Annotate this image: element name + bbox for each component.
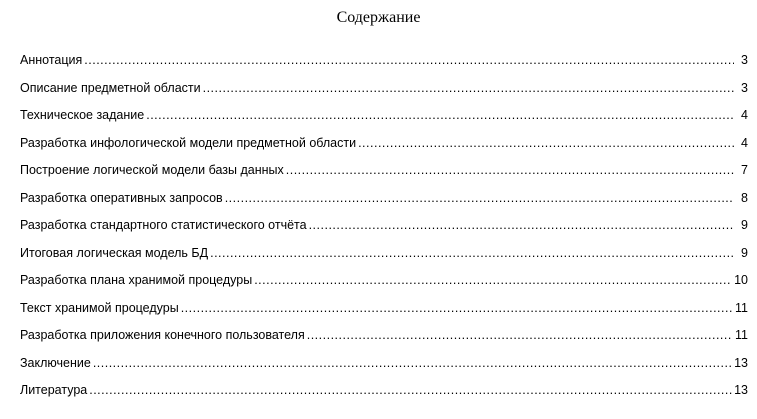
toc-entry-page: 7 (741, 163, 748, 177)
toc-leader-dots (181, 298, 733, 318)
toc-entry-page: 11 (735, 328, 748, 342)
toc-entry-label: Разработка инфологической модели предметной области (20, 135, 357, 150)
toc-leader-dots (93, 353, 732, 373)
toc-entry-label: Разработка стандартного статистического отчёта (20, 218, 307, 232)
toc-entry[interactable] (20, 160, 748, 188)
toc-entry-label: Текст хранимой процедуры (20, 300, 179, 315)
toc-leader-dots (84, 50, 734, 70)
toc-entry-label: Разработка плана хранимой процедуры (20, 273, 253, 287)
toc-entry-label: Заключение (20, 355, 91, 370)
toc-entry-label: Описание предметной области (20, 80, 201, 95)
toc-entry[interactable] (20, 325, 748, 353)
page-title: Содержание (336, 9, 421, 26)
toc-entry[interactable] (20, 215, 748, 243)
toc-entry-page: 13 (734, 383, 748, 397)
toc-entry-page: 4 (741, 135, 748, 150)
toc-entry-label: Аннотация (20, 53, 83, 67)
toc-entry[interactable] (20, 133, 748, 161)
toc-entry-page: 9 (741, 218, 748, 232)
toc-leader-dots (254, 270, 732, 290)
toc-entry[interactable] (20, 298, 748, 326)
toc-leader-dots (307, 325, 733, 345)
toc-entry[interactable] (20, 188, 748, 216)
toc-entry-label: Литература (20, 383, 88, 397)
toc-entry[interactable] (20, 50, 748, 78)
toc-entry-label: Разработка оперативных запросов (20, 190, 223, 205)
toc-entry[interactable] (20, 105, 748, 133)
toc-entry-page: 4 (741, 108, 748, 122)
toc-entry-page: 10 (734, 273, 748, 287)
toc-leader-dots (89, 380, 732, 400)
toc-entry-page: 8 (741, 190, 748, 205)
toc-entry[interactable] (20, 78, 748, 106)
toc-entry-page: 11 (735, 300, 748, 315)
toc-leader-dots (358, 133, 734, 153)
toc-entry-page: 9 (741, 245, 748, 260)
toc-leader-dots (309, 215, 734, 235)
toc-entry-page: 3 (741, 53, 748, 67)
toc-entry-page: 3 (741, 80, 748, 95)
table-of-contents (20, 50, 748, 408)
toc-entry-label: Итоговая логическая модель БД (20, 245, 209, 260)
toc-leader-dots (210, 243, 734, 263)
toc-entry[interactable] (20, 353, 748, 381)
toc-leader-dots (146, 105, 734, 125)
toc-entry-label: Построение логической модели базы данных (20, 163, 284, 177)
toc-entry-label: Техническое задание (20, 108, 145, 122)
toc-entry-label: Разработка приложения конечного пользователя (20, 328, 305, 342)
toc-entry-page: 13 (734, 355, 748, 370)
toc-entry[interactable] (20, 243, 748, 271)
toc-entry[interactable] (20, 380, 748, 408)
toc-leader-dots (286, 160, 734, 180)
toc-entry[interactable] (20, 270, 748, 298)
toc-leader-dots (225, 188, 734, 208)
toc-leader-dots (203, 78, 734, 98)
